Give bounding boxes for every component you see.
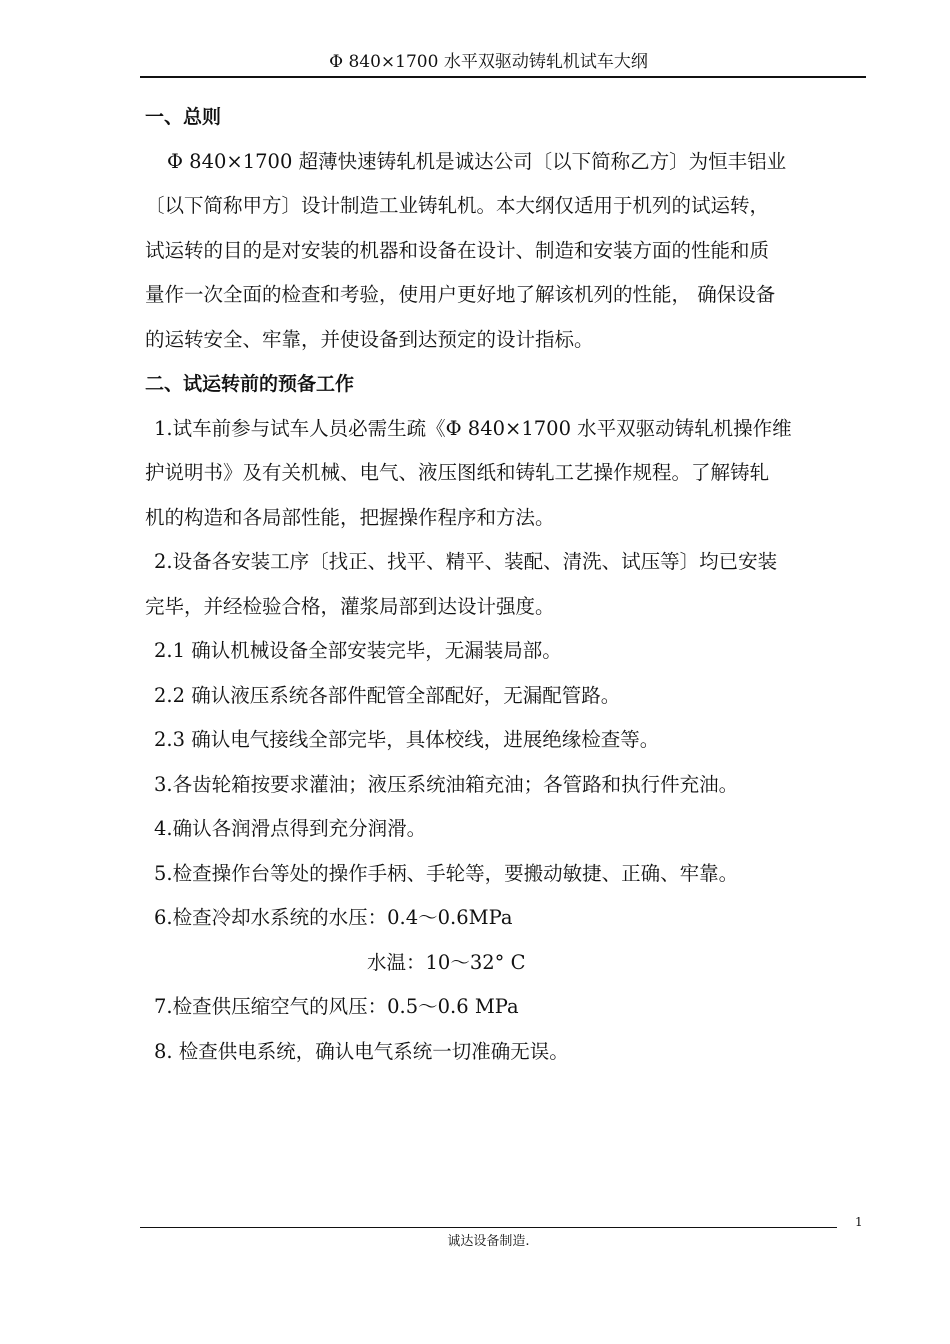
list-item-6: 6.检查冷却水系统的水压：0.4～0.6MPa: [154, 906, 513, 929]
list-item-2-2: 2.2 确认液压系统各部件配管全部配好，无漏配管路。: [154, 683, 621, 707]
list-item-1-continued: 机的构造和各局部性能，把握操作程序和方法。: [145, 505, 555, 529]
header-divider: [140, 76, 866, 78]
footer-company: 诚达设备制造.: [447, 1234, 530, 1249]
list-item-2-continued: 完毕，并经检验合格，灌浆局部到达设计强度。: [145, 594, 555, 618]
document-body: [145, 95, 873, 1074]
list-item-2-1: 2.1 确认机械设备全部安装完毕，无漏装局部。: [154, 639, 562, 662]
section-heading-general: 一、总则: [145, 106, 222, 128]
list-item-6-water-temp: 水温：10～32° C: [367, 950, 526, 974]
list-item-1-continued: 护说明书》及有关机械、电气、液压图纸和铸轧工艺操作规程。了解铸轧: [145, 461, 770, 484]
paragraph-line: 〔以下简称甲方〕设计制造工业铸轧机。本大纲仅适用于机列的试运转，: [145, 194, 770, 217]
list-item-3: 3.各齿轮箱按要求灌油；液压系统油箱充油；各管路和执行件充油。: [154, 772, 739, 796]
page-header-title: Φ 840×1700 水平双驱动铸轧机试车大纲: [329, 52, 648, 72]
list-item-7: 7.检查供压缩空气的风压：0.5～0.6 MPa: [154, 995, 519, 1018]
footer-divider: [140, 1227, 837, 1228]
paragraph-line: 试运转的目的是对安装的机器和设备在设计、制造和安装方面的性能和质: [145, 238, 770, 262]
list-item-5: 5.检查操作台等处的操作手柄、手轮等，要搬动敏捷、正确、牢靠。: [154, 861, 739, 885]
list-item-2-3: 2.3 确认电气接线全部完毕，具体校线，进展绝缘检查等。: [154, 728, 660, 751]
list-item-4: 4.确认各润滑点得到充分润滑。: [154, 817, 427, 840]
section-heading-preparation: 二、试运转前的预备工作: [145, 373, 355, 395]
page-number: 1: [855, 1215, 863, 1229]
list-item-1: 1.试车前参与试车人员必需生疏《Φ 840×1700 水平双驱动铸轧机操作维: [154, 416, 792, 440]
list-item-2: 2.设备各安装工序〔找正、找平、精平、装配、清洗、试压等〕均已安装: [154, 550, 778, 573]
paragraph-line: Φ 840×1700 超薄快速铸轧机是诚达公司〔以下简称乙方〕为恒丰铝业: [167, 149, 787, 173]
paragraph-line: 量作一次全面的检查和考验，使用户更好地了解该机列的性能， 确保设备: [145, 283, 776, 306]
list-item-8: 8. 检查供电系统，确认电气系统一切准确无误。: [154, 1039, 569, 1063]
paragraph-line: 的运转安全、牢靠，并使设备到达预定的设计指标。: [145, 327, 594, 351]
